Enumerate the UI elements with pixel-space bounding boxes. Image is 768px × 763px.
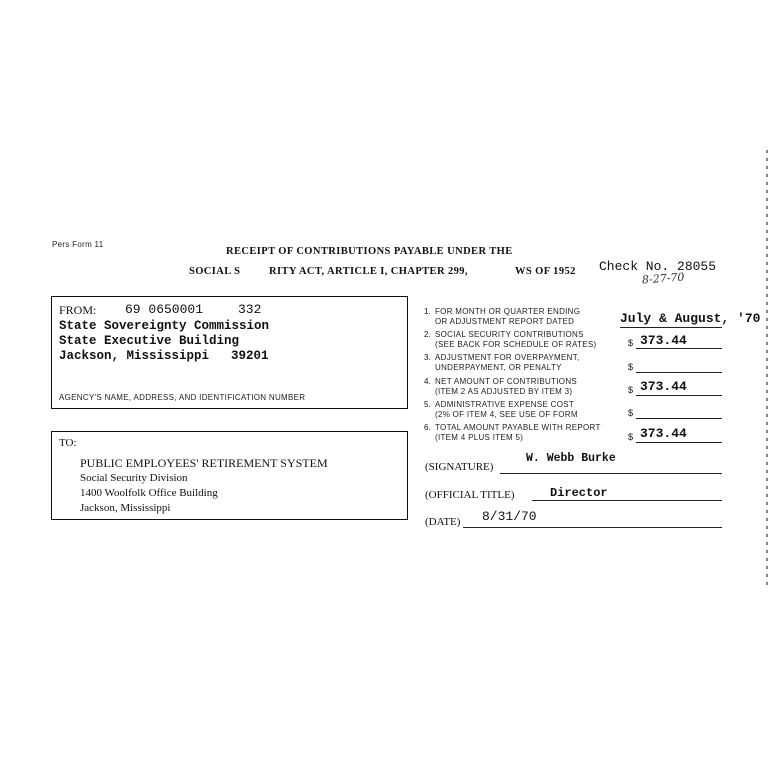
item-number: 4. <box>424 377 431 386</box>
official-title-underline <box>532 500 722 501</box>
dollar-sign: $ <box>628 432 634 442</box>
item-label-line1: ADJUSTMENT FOR OVERPAYMENT, <box>435 353 580 362</box>
form-title-line1: RECEIPT OF CONTRIBUTIONS PAYABLE UNDER THE <box>226 246 513 257</box>
agency-city: Jackson, Mississippi <box>59 349 210 363</box>
item-underline <box>636 395 722 396</box>
item-label-line2: (2% OF ITEM 4, SEE USE OF FORM <box>435 410 578 419</box>
item-label-line1: NET AMOUNT OF CONTRIBUTIONS <box>435 377 578 386</box>
item-label-line2: OR ADJUSTMENT REPORT DATED <box>435 317 575 326</box>
date-underline <box>463 527 722 528</box>
item-label-line2: UNDERPAYMENT, OR PENALTY <box>435 363 562 372</box>
item-number: 1. <box>424 307 431 316</box>
from-box <box>51 296 408 409</box>
item-label-line1: SOCIAL SECURITY CONTRIBUTIONS <box>435 330 584 339</box>
official-title-label: (OFFICIAL TITLE) <box>425 489 515 501</box>
item-underline <box>636 442 722 443</box>
recipient-building: 1400 Woolfolk Office Building <box>80 487 218 499</box>
date-value: 8/31/70 <box>482 509 537 524</box>
signature-value: W. Webb Burke <box>526 452 616 465</box>
item-label-line1: FOR MONTH OR QUARTER ENDING <box>435 307 581 316</box>
to-label: TO: <box>59 437 77 449</box>
agency-sub-number: 332 <box>238 302 262 317</box>
item-underline <box>636 348 722 349</box>
agency-name: State Sovereignty Commission <box>59 319 270 333</box>
to-box <box>51 431 408 520</box>
form-title-line2-part2: RITY ACT, ARTICLE I, CHAPTER 299, <box>269 266 468 277</box>
item-number: 3. <box>424 353 431 362</box>
item-label-line2: (ITEM 4 PLUS ITEM 5) <box>435 433 524 442</box>
recipient-division: Social Security Division <box>80 472 188 484</box>
official-title-value: Director <box>550 486 608 500</box>
agency-building: State Executive Building <box>59 334 240 348</box>
item-value: 373.44 <box>640 426 687 441</box>
form-title-line2-part1: SOCIAL S <box>189 266 241 277</box>
from-label: FROM: <box>59 303 97 317</box>
item-underline <box>636 372 722 373</box>
recipient-city: Jackson, Mississippi <box>80 502 171 514</box>
item-underline <box>636 418 722 419</box>
agency-id-number: 69 0650001 <box>125 302 204 317</box>
item-label-line2: (SEE BACK FOR SCHEDULE OF RATES) <box>435 340 597 349</box>
dollar-sign: $ <box>628 385 634 395</box>
item-label-line1: TOTAL AMOUNT PAYABLE WITH REPORT <box>435 423 601 432</box>
item-number: 2. <box>424 330 431 339</box>
dollar-sign: $ <box>628 338 634 348</box>
dollar-sign: $ <box>628 362 634 372</box>
dollar-sign: $ <box>628 408 634 418</box>
item-label-line2: (ITEM 2 AS ADJUSTED BY ITEM 3) <box>435 387 573 396</box>
item-underline <box>620 327 722 328</box>
form-id: Pers Form 11 <box>52 240 104 249</box>
item-value: 373.44 <box>640 379 687 394</box>
recipient-name: PUBLIC EMPLOYEES' RETIREMENT SYSTEM <box>80 456 328 470</box>
form-title-line2-part3: WS OF 1952 <box>515 266 576 277</box>
agency-caption: AGENCY'S NAME, ADDRESS, AND IDENTIFICATION NUMBER <box>59 393 306 402</box>
date-label: (DATE) <box>425 516 461 528</box>
check-date-handwritten: 8-27-70 <box>641 270 685 287</box>
item-value: July & August, '70 <box>620 311 761 326</box>
agency-zip: 39201 <box>231 349 269 363</box>
item-value: 373.44 <box>640 333 687 348</box>
signature-label: (SIGNATURE) <box>425 461 494 473</box>
item-label-line1: ADMINISTRATIVE EXPENSE COST <box>435 400 575 409</box>
check-number: Check No. 28055 <box>599 259 717 274</box>
item-number: 6. <box>424 423 431 432</box>
signature-underline <box>500 473 722 474</box>
item-number: 5. <box>424 400 431 409</box>
